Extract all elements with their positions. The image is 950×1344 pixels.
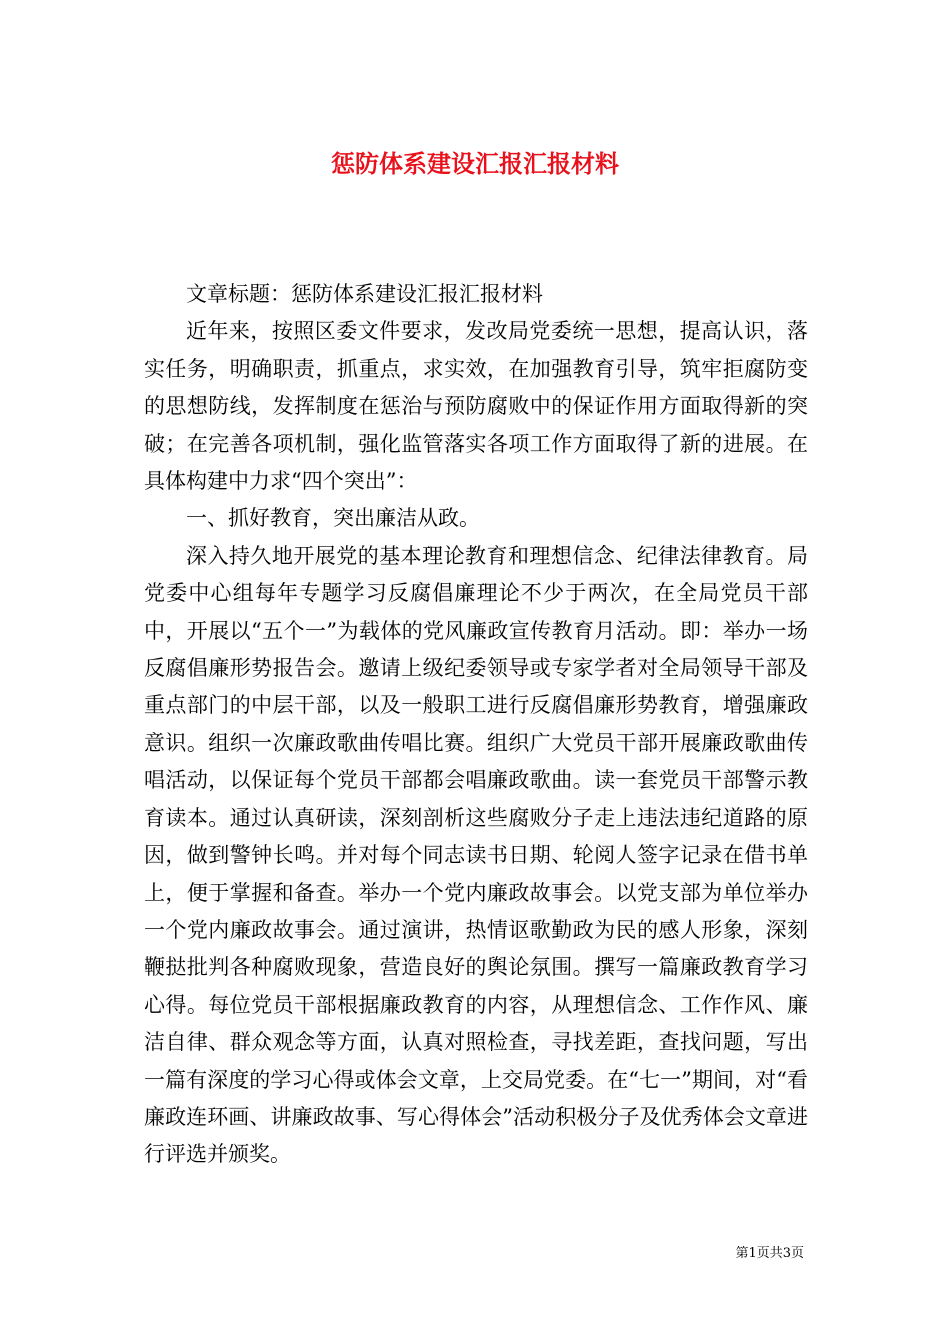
page-number: 第1页共3页 xyxy=(735,1246,804,1261)
section-paragraph: 深入持久地开展党的基本理论教育和理想信念、纪律法律教育。局党委中心组每年专题学习反腐倡廉理论不少于两次，在全局党员干部中，开展以“五个一”为载体的党风廉政宣传教育月活动。即：举办一场反腐倡廉形势报告会。邀请上级纪委领导或专家学者对全局领导干部及重点部门的中层干部，以及一般职工进行反腐倡廉形势教育，增强廉政意识。组织一次廉政歌曲传唱比赛。组织广大党员干部开展廉政歌曲传唱活动，以保证每个党员干部都会唱廉政歌曲。读一套党员干部警示教育读本。通过认真研读，深刻剖析这些腐败分子走上违法违纪道路的原因，做到警钟长鸣。并对每个同志读书日期、轮阅人签字记录在借书单上，便于掌握和备查。举办一个党内廉政故事会。以党支部为单位举办一个党内廉政故事会。通过演讲，热情讴歌勤政为民的感人形象，深刻鞭挞批判各种腐败现象，营造良好的舆论氛围。撰写一篇廉政教育学习心得。每位党员干部根据廉政教育的内容，从理想信念、工作作风、廉洁自律、群众观念等方面，认真对照检查，寻找差距，查找问题，写出一篇有深度的学习心得或体会文章，上交局党委。在“七一”期间，对“看廉政连环画、讲廉政故事、写心得体会”活动积极分子及优秀体会文章进行评选并颁奖。 xyxy=(144,543,808,1167)
document-title: 惩防体系建设汇报汇报材料 xyxy=(331,149,619,179)
document-body xyxy=(144,276,808,1174)
section-heading: 一、抓好教育，突出廉洁从政。 xyxy=(186,506,480,531)
intro-paragraph: 近年来，按照区委文件要求，发改局党委统一思想，提高认识，落实任务，明确职责，抓重点，求实效，在加强教育引导，筑牢拒腐防变的思想防线，发挥制度在惩治与预防腐败中的保证作用方面取得新的突破；在完善各项机制，强化监管落实各项工作方面取得了新的进展。在具体构建中力求“四个突出”： xyxy=(144,319,808,494)
article-title-line: 文章标题：惩防体系建设汇报汇报材料 xyxy=(186,282,543,306)
